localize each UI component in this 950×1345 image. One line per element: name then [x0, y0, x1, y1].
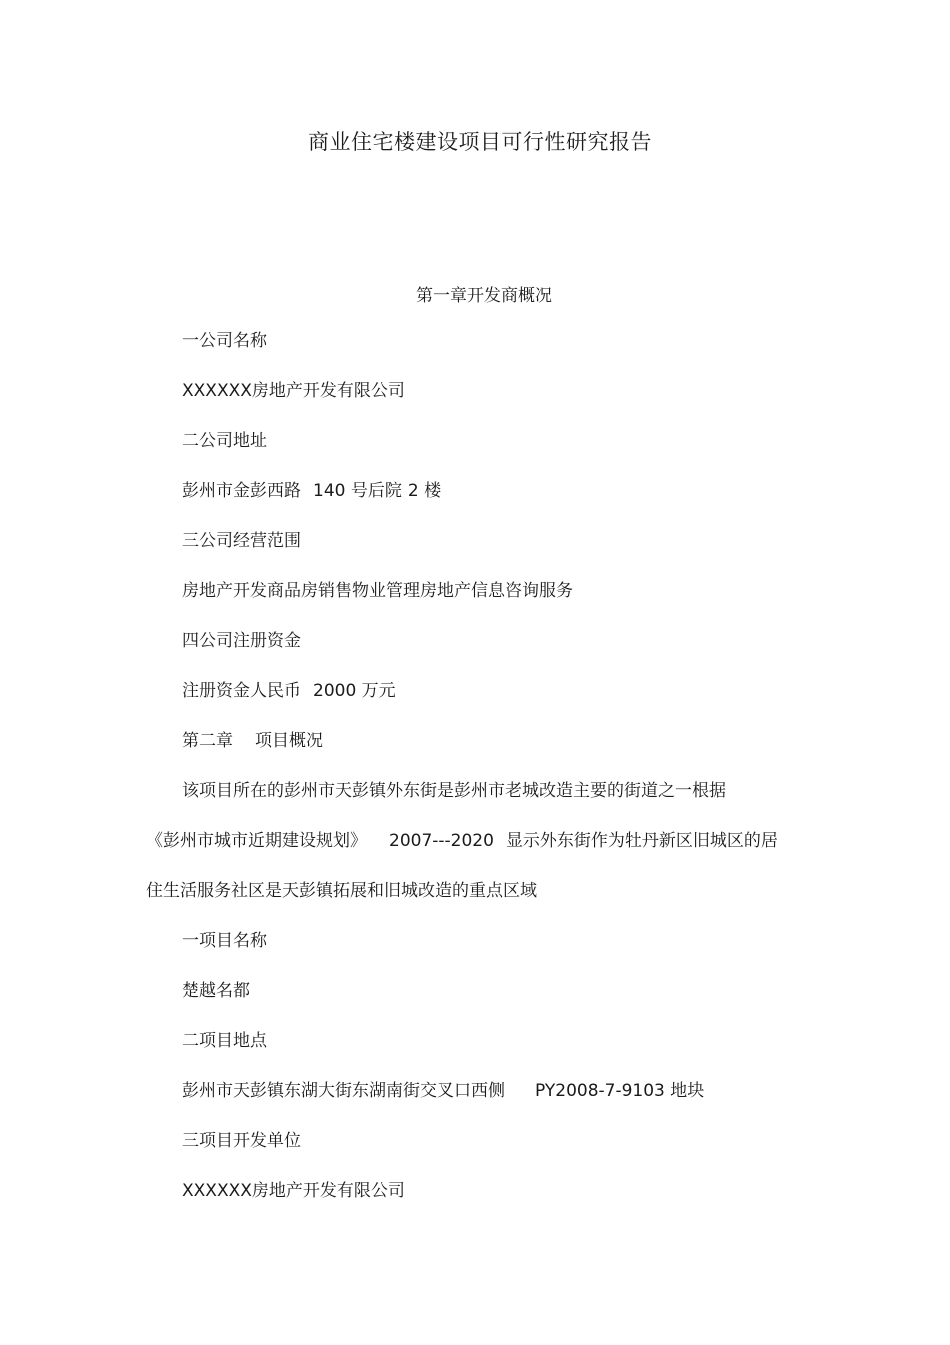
- paragraph-line-1: 该项目所在的彭州市天彭镇外东街是彭州市老城改造主要的街道之一根据: [182, 781, 726, 801]
- registered-capital-text: [182, 680, 396, 702]
- section-heading-company-address: 二公司地址: [182, 431, 267, 451]
- section-heading-developer: 三项目开发单位: [182, 1131, 301, 1151]
- paragraph-line-2-rest: 显示外东街作为牡丹新区旧城区的居: [505, 831, 778, 851]
- chapter-1-title: 第一章开发商概况: [416, 286, 552, 306]
- business-scope-text: 房地产开发商品房销售物业管理房地产信息咨询服务: [182, 581, 573, 601]
- company-name-text: XXXXXX房地产开发有限公司: [182, 381, 405, 401]
- capital-amount: 2000 万元: [313, 681, 396, 701]
- section-heading-project-location: 二项目地点: [182, 1031, 267, 1051]
- location-plot: PY2008-7-9103 地块: [535, 1081, 705, 1101]
- section-heading-registered-capital: 四公司注册资金: [182, 631, 301, 651]
- paragraph-line-3: 住生活服务社区是天彭镇拓展和旧城改造的重点区域: [146, 881, 537, 901]
- project-name-text: 楚越名都: [182, 981, 250, 1001]
- address-part-street: 彭州市金彭西路: [182, 481, 301, 501]
- address-part-number: 140 号后院: [313, 481, 402, 501]
- project-location-text: [182, 1080, 704, 1102]
- company-address-text: [182, 480, 441, 502]
- section-heading-business-scope: 三公司经营范围: [182, 531, 301, 551]
- chapter-2-title: [182, 730, 323, 752]
- developer-name-text: XXXXXX房地产开发有限公司: [182, 1181, 405, 1201]
- paragraph-line-2: [146, 830, 778, 852]
- document-title: 商业住宅楼建设项目可行性研究报告: [308, 130, 652, 154]
- plan-name: 《彭州市城市近期建设规划》: [146, 831, 367, 851]
- address-part-floor: 2 楼: [407, 481, 442, 501]
- section-heading-company-name: 一公司名称: [182, 331, 267, 351]
- section-heading-project-name: 一项目名称: [182, 931, 267, 951]
- plan-years: 2007---2020: [389, 831, 494, 851]
- chapter-2-number: 第二章: [182, 731, 233, 751]
- chapter-2-name: 项目概况: [255, 731, 323, 751]
- location-street: 彭州市天彭镇东湖大街东湖南街交叉口西侧: [182, 1081, 505, 1101]
- capital-label: 注册资金人民币: [182, 681, 301, 701]
